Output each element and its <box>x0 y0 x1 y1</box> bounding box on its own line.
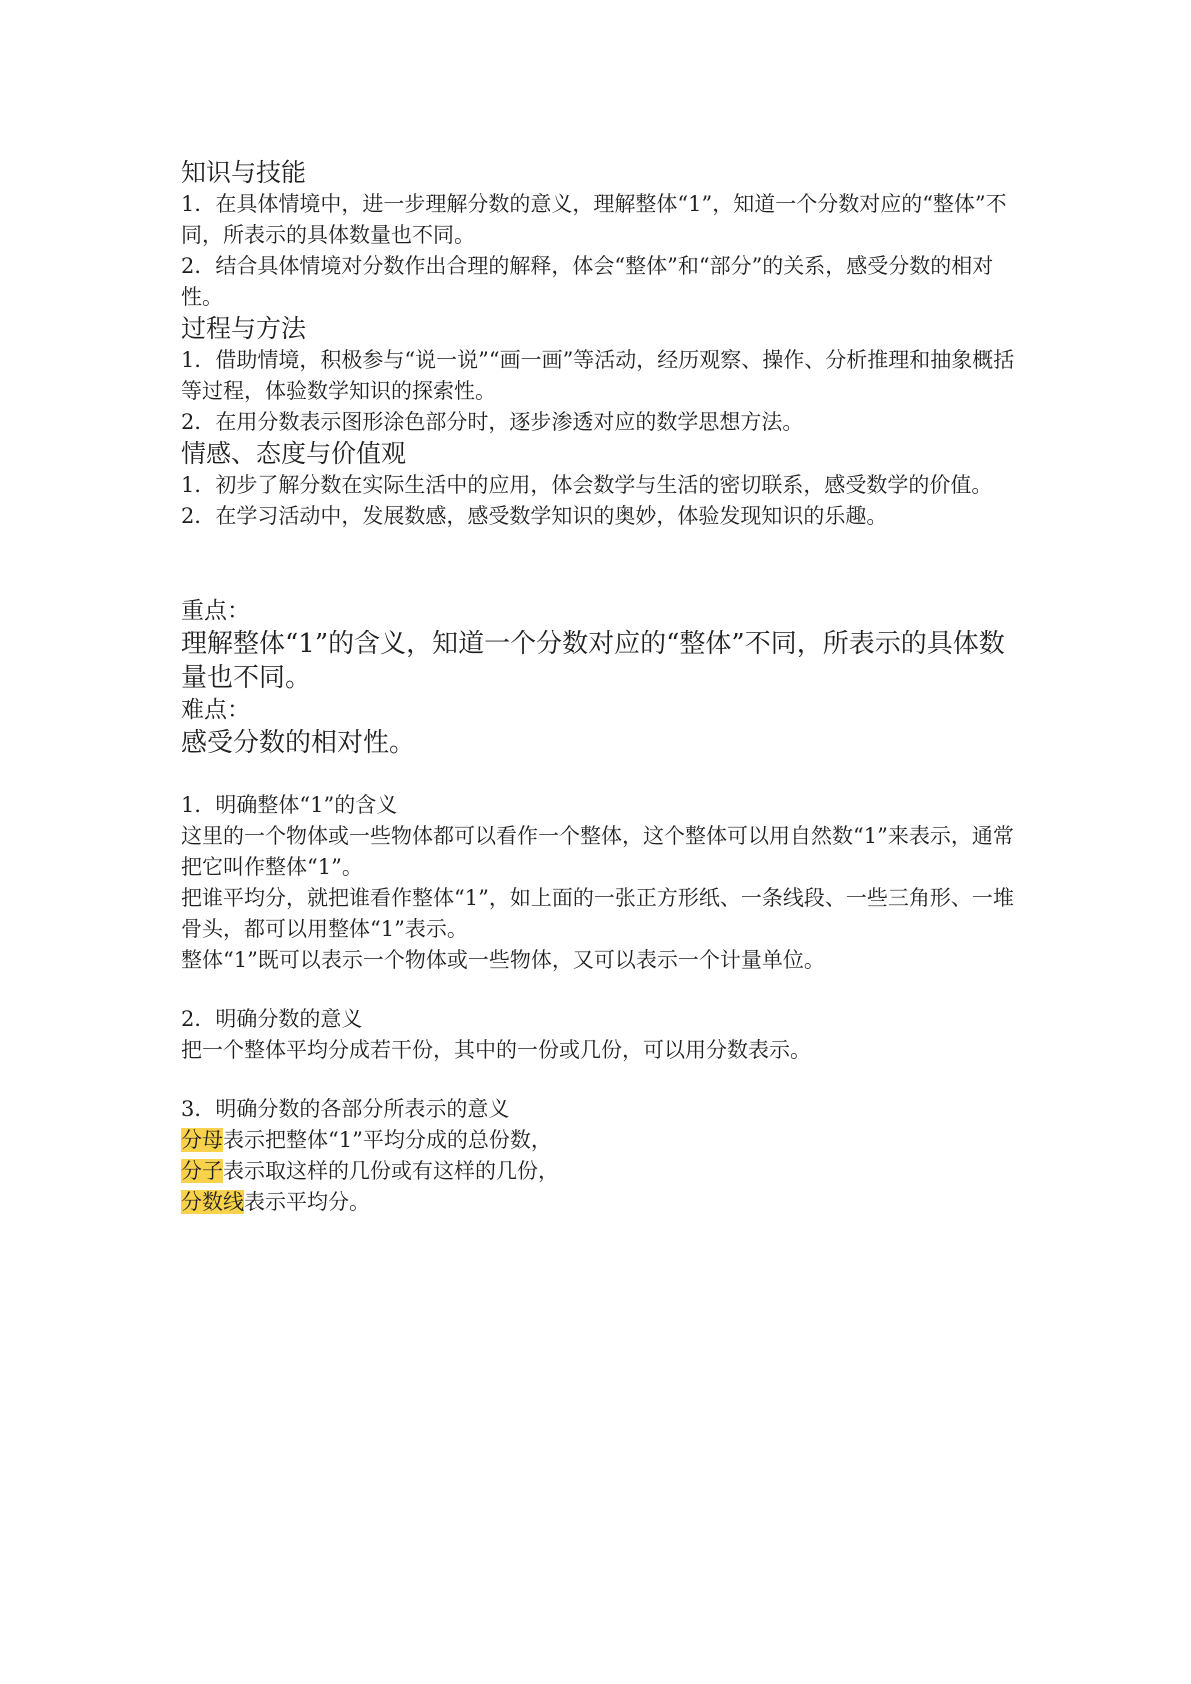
fraction-bar-line <box>181 1187 1016 1218</box>
denominator-line <box>181 1125 1016 1156</box>
denominator-term: 分母 <box>181 1128 223 1152</box>
spacer <box>181 1066 1016 1094</box>
section-3-title: 3．明确分数的各部分所表示的意义 <box>181 1097 510 1121</box>
fraction-bar-desc: 表示平均分。 <box>244 1190 370 1214</box>
heading-emotion: 情感、态度与价值观 <box>181 439 407 468</box>
section-2 <box>181 1004 1016 1066</box>
spacer <box>181 976 1016 1004</box>
difficulty-label: 难点： <box>181 697 250 723</box>
section-1-line-1: 这里的一个物体或一些物体都可以看作一个整体，这个整体可以用自然数“1”来表示，通常把它叫作整体“1”。 <box>181 824 1014 879</box>
key-point-label: 重点： <box>181 598 250 624</box>
spacer <box>181 532 1016 596</box>
denominator-desc: 表示把整体“1”平均分成的总份数， <box>223 1128 552 1152</box>
heading-knowledge: 知识与技能 <box>181 158 307 187</box>
numerator-line <box>181 1156 1016 1187</box>
section-1-line-2: 把谁平均分，就把谁看作整体“1”，如上面的一张正方形纸、一条线段、一些三角形、一堆骨头，都可以用整体“1”表示。 <box>181 886 1014 941</box>
knowledge-item-1: 1．在具体情境中，进一步理解分数的意义，理解整体“1”，知道一个分数对应的“整体”不同，所表示的具体数量也不同。 <box>181 192 1007 247</box>
goal-process <box>181 313 1016 438</box>
spacer <box>181 760 1016 790</box>
heading-process: 过程与方法 <box>181 314 307 343</box>
goal-knowledge <box>181 157 1016 313</box>
section-1-line-3: 整体“1”既可以表示一个物体或一些物体，又可以表示一个计量单位。 <box>181 948 825 972</box>
section-1-title: 1．明确整体“1”的含义 <box>181 793 398 817</box>
key-point-text: 理解整体“1”的含义，知道一个分数对应的“整体”不同，所表示的具体数量也不同。 <box>181 629 1005 693</box>
section-1 <box>181 790 1016 976</box>
numerator-term: 分子 <box>181 1159 223 1183</box>
document-content <box>181 157 1016 1218</box>
goal-emotion <box>181 438 1016 532</box>
numerator-desc: 表示取这样的几份或有这样的几份， <box>223 1159 559 1183</box>
fraction-bar-term: 分数线 <box>181 1190 244 1214</box>
process-item-1: 1．借助情境，积极参与“说一说”“画一画”等活动，经历观察、操作、分析推理和抽象概括等过程，体验数学知识的探索性。 <box>181 348 1015 403</box>
section-2-line-1: 把一个整体平均分成若干份，其中的一份或几份，可以用分数表示。 <box>181 1038 811 1062</box>
section-3 <box>181 1094 1016 1218</box>
emotion-item-2: 2．在学习活动中，发展数感，感受数学知识的奥妙，体验发现知识的乐趣。 <box>181 504 888 528</box>
focus-section <box>181 596 1016 760</box>
section-2-title: 2．明确分数的意义 <box>181 1007 363 1031</box>
difficulty-text: 感受分数的相对性。 <box>181 728 416 758</box>
emotion-item-1: 1．初步了解分数在实际生活中的应用，体会数学与生活的密切联系，感受数学的价值。 <box>181 473 993 497</box>
process-item-2: 2．在用分数表示图形涂色部分时，逐步渗透对应的数学思想方法。 <box>181 410 804 434</box>
knowledge-item-2: 2．结合具体情境对分数作出合理的解释，体会“整体”和“部分”的关系，感受分数的相对性。 <box>181 254 994 309</box>
